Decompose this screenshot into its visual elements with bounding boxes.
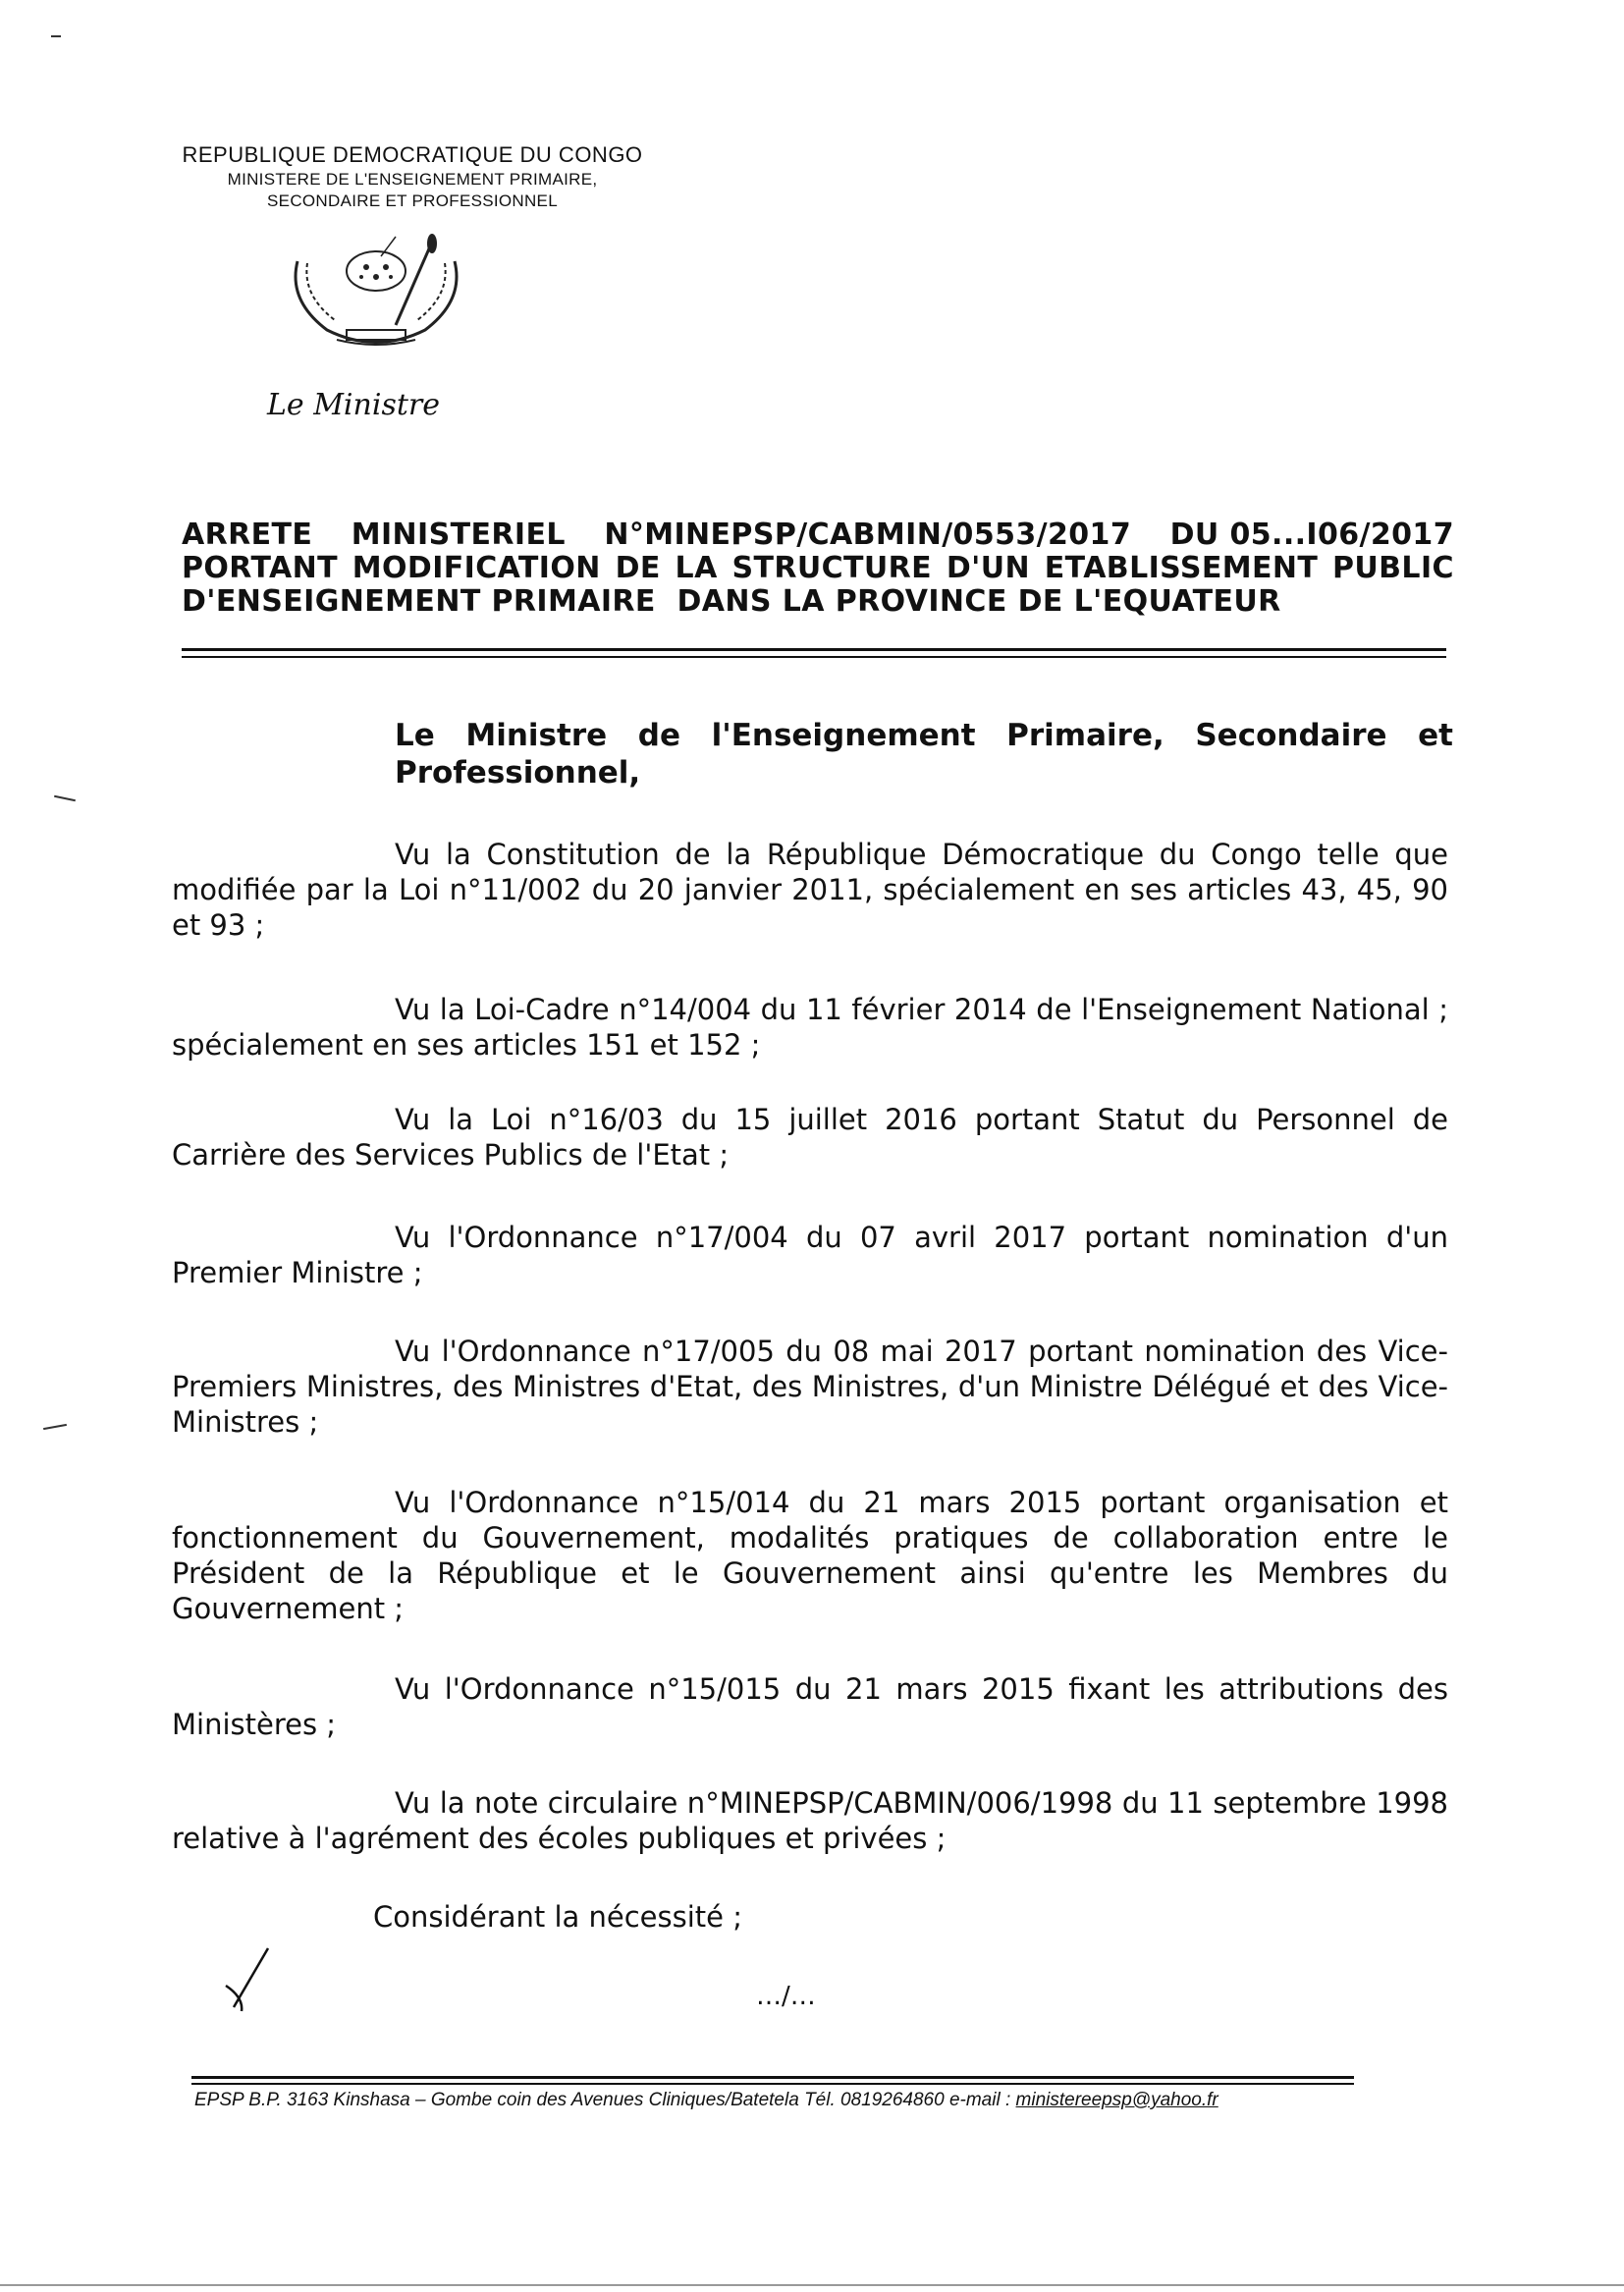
visa-paragraph [172, 992, 1448, 1063]
paragraph-text: Vu la Loi n°16/03 du 15 juillet 2016 portant Statut du Personnel de Carrière des Services Publics de l'Etat ; [172, 1103, 1448, 1172]
decree-title [182, 518, 1454, 619]
visa-paragraph [172, 1785, 1448, 1856]
considerant-line: Considérant la nécessité ; [373, 1900, 742, 1934]
continuation-mark: …/… [756, 1982, 816, 2011]
scan-edge-line [0, 2284, 1624, 2286]
visa-paragraph [172, 1485, 1448, 1626]
title-word: LA [675, 551, 718, 585]
title-word: ARRETE [182, 518, 313, 552]
title-word: STRUCTURE [731, 551, 933, 585]
scan-mark [43, 1424, 67, 1430]
designation-word: Secondaire [1195, 718, 1387, 753]
visa-paragraph [172, 1334, 1448, 1440]
paragraph-text: Vu l'Ordonnance n°15/015 du 21 mars 2015 fixant les attributions des Ministères ; [172, 1672, 1448, 1741]
minister-designation [395, 717, 1453, 791]
paragraph-text: Vu l'Ordonnance n°17/004 du 07 avril 2017 portant nomination d'un Premier Ministre ; [172, 1221, 1448, 1289]
ministry-name-line1: MINISTERE DE L'ENSEIGNEMENT PRIMAIRE, [227, 170, 598, 189]
title-divider [182, 656, 1446, 658]
decree-date: DU 05...I06/2017 [1169, 518, 1454, 552]
title-word: PORTANT [182, 551, 338, 585]
footer-email-link[interactable]: ministereepsp@yahoo.fr [1015, 2090, 1218, 2110]
title-word: DE [615, 551, 661, 585]
signature-icon [214, 1946, 293, 2015]
designation-word: et [1418, 718, 1453, 753]
designation-word: Le [395, 718, 435, 753]
title-word: ETABLISSEMENT [1044, 551, 1319, 585]
paragraph-text: Vu la Constitution de la République Démocratique du Congo telle que modifiée par la Loi n°11/002 du 20 janvier 2011, spécialement en ses articles 43, 45, 90 et 93 ; [172, 838, 1448, 942]
designation-word: de [637, 718, 680, 753]
minister-heading: Le Ministre [267, 388, 440, 422]
title-line3: D'ENSEIGNEMENT PRIMAIRE DANS LA PROVINCE DE L'EQUATEUR [182, 584, 1281, 619]
title-word: MODIFICATION [352, 551, 601, 585]
letterhead [147, 142, 677, 211]
visa-paragraph [172, 1220, 1448, 1290]
footer-address [194, 2090, 1218, 2111]
title-divider [182, 648, 1446, 651]
paragraph-text: Vu la Loi-Cadre n°14/004 du 11 février 2014 de l'Enseignement National ; spécialement en ses articles 151 et 152 ; [172, 993, 1448, 1062]
paragraph-text: Vu l'Ordonnance n°15/014 du 21 mars 2015 portant organisation et fonctionnement du Gouvernement, modalités pratiques de collaboration entre le Président de la République et le Gouvernement ainsi qu'entre les Membres du Gouvernement ; [172, 1486, 1448, 1625]
title-word: D'UN [946, 551, 1030, 585]
decree-number: N°MINEPSP/CABMIN/0553/2017 [604, 518, 1132, 552]
visa-paragraph [172, 1102, 1448, 1173]
title-word: MINISTERIEL [351, 518, 566, 552]
scan-mark [51, 35, 61, 37]
coat-of-arms-icon [278, 232, 474, 359]
visa-paragraph [172, 1671, 1448, 1742]
designation-word: Primaire, [1006, 718, 1164, 753]
footer-divider [191, 2076, 1354, 2079]
ministry-name-line2: SECONDAIRE ET PROFESSIONNEL [267, 191, 558, 210]
designation-line2: Professionnel, [395, 755, 641, 791]
footer-divider [191, 2083, 1354, 2085]
title-word: PUBLIC [1332, 551, 1454, 585]
footer-address-text: EPSP B.P. 3163 Kinshasa – Gombe coin des Avenues Cliniques/Batetela Tél. 0819264860 e-mail : [194, 2090, 1016, 2110]
country-name: REPUBLIQUE DEMOCRATIQUE DU CONGO [182, 142, 643, 167]
paragraph-text: Vu l'Ordonnance n°17/005 du 08 mai 2017 portant nomination des Vice-Premiers Ministres, des Ministres d'Etat, des Ministres, d'un Ministre Délégué et des Vice-Ministres ; [172, 1335, 1448, 1439]
designation-word: l'Enseignement [711, 718, 976, 753]
designation-word: Ministre [465, 718, 608, 753]
paragraph-text: Vu la note circulaire n°MINEPSP/CABMIN/006/1998 du 11 septembre 1998 relative à l'agrément des écoles publiques et privées ; [172, 1786, 1448, 1855]
visa-paragraph [172, 837, 1448, 943]
scan-mark [54, 795, 76, 802]
